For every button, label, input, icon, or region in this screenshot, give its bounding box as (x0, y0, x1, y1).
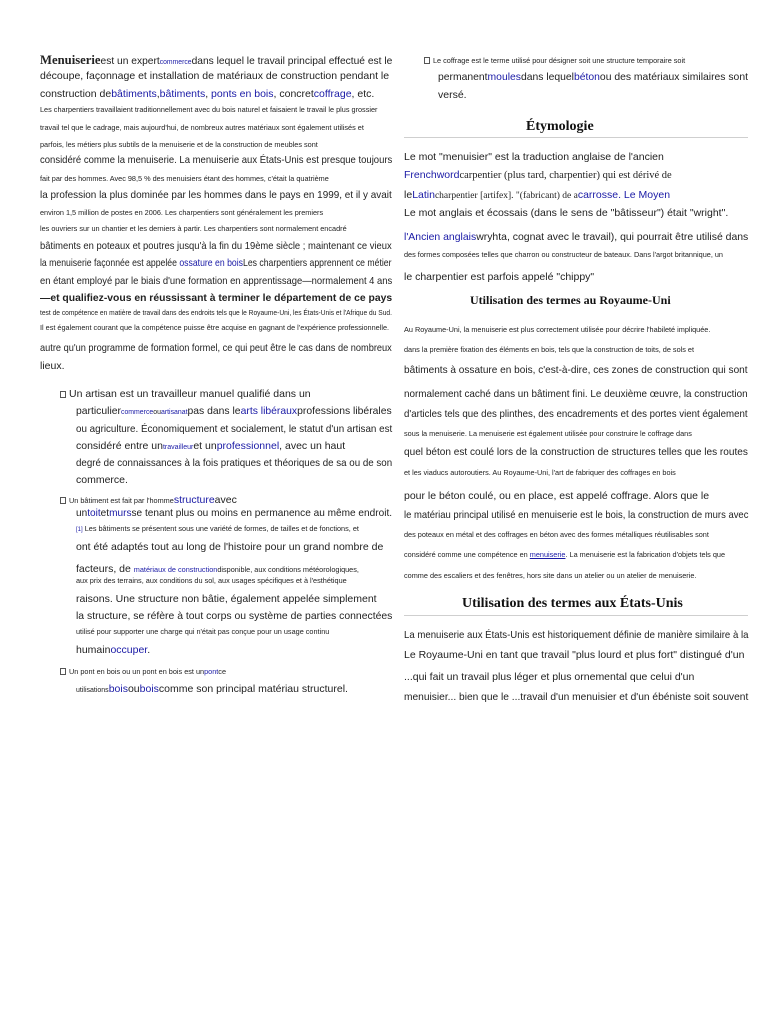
intro-line-3 (40, 89, 374, 100)
link-commerce-2[interactable]: commerce (120, 409, 154, 416)
text: carpentier (plus tard, charpentier) qui est dérivé de (459, 170, 672, 181)
intro-line-8: fait par des hommes. Avec 98,5 % des menuisiers étant des hommes, c'était la quatrième (40, 174, 329, 183)
intro-line-1 (40, 53, 392, 67)
bullet-coffrage-line-2 (438, 72, 748, 83)
link-moules[interactable]: moules (487, 71, 521, 83)
text: , etc. (351, 88, 375, 100)
text: Les bâtiments se présentent sous une variété de formes, de tailles et de fonctions, et (84, 524, 359, 533)
link-bois-2[interactable]: bois (139, 683, 159, 695)
text: le (404, 189, 413, 201)
bullet-batiment-line-8: la structure, se réfère à tout corps ou système de parties connectées (76, 610, 393, 622)
intro-line-19: lieux. (40, 360, 65, 372)
text: avec (214, 494, 237, 506)
text: construction de (40, 88, 112, 100)
etym-line-7: le charpentier est parfois appelé "chippy" (404, 271, 595, 283)
text: Le coffrage est le terme utilisé pour désigner soit une structure temporaire soit (433, 56, 686, 65)
link-artisanat[interactable]: artisanat (160, 409, 188, 416)
link-carrosse[interactable]: carrosse. Le Moyen (577, 189, 671, 201)
link-ancien-anglais[interactable]: l'Ancien anglais (404, 231, 477, 243)
intro-line-16: test de compétence en matière de travail dans des endroits tels que le Royaume-Uni, les États-Unis et l'Afrique du Sud. (40, 308, 392, 317)
link-menuiserie[interactable]: menuiserie (529, 550, 566, 559)
text: un (76, 507, 88, 519)
etym-line-2 (404, 170, 672, 182)
bullet-batiment-line-6: aux prix des terrains, aux conditions du sol, aux usages spécifiques et à l'esthétique (76, 576, 347, 585)
text: dans lequel (520, 71, 574, 83)
link-travailleur[interactable]: travailleur (162, 444, 194, 451)
intro-line-2: découpe, façonnage et installation de matériaux de construction pendant le (40, 70, 390, 82)
bullet-artisan-line-5: degré de connaissances à la fois pratiques et théoriques de sa ou de son (76, 457, 393, 469)
text: . (147, 644, 151, 656)
etym-line-6: des formes composées telles que charron ou constructeur de bateaux. Dans l'argot britannique, un (404, 250, 723, 259)
bullet-marker (60, 497, 66, 504)
bullet-pont-line-1 (60, 662, 226, 678)
text: humain (76, 644, 111, 656)
uk-line-3: bâtiments à ossature en bois, c'est-à-dire, ces zones de construction qui sont (404, 364, 748, 376)
uk-line-13: comme des escaliers et des fenêtres, hors site dans un atelier ou un atelier de menuiserie. (404, 571, 697, 580)
intro-line-6: parfois, les métiers plus subtils de la menuiserie et de la construction de meubles sont (40, 140, 318, 149)
text: particulier (76, 405, 121, 417)
bullet-coffrage-line-3: versé. (438, 89, 467, 101)
text: , (205, 88, 212, 100)
intro-line-14: en étant employé par le biais d'une formation en apprentissage—normalement 4 ans (40, 275, 393, 287)
link-pont[interactable]: pont (204, 667, 219, 676)
text: Un pont en bois ou un pont en bois est un (69, 667, 205, 676)
text: charpentier [artifex]. "(fabricant) de a (434, 191, 578, 201)
us-line-2: Le Royaume-Uni en tant que travail "plus lourd et plus fort" distingué d'un (404, 649, 745, 661)
link-professionnel[interactable]: professionnel (216, 440, 280, 452)
text: wryhta, cognat avec le travail), qui pourrait être utilisé dans (476, 231, 749, 243)
link-arts-liberaux[interactable]: arts libéraux (240, 405, 298, 417)
text: considéré entre un (76, 440, 163, 452)
text: , concret (273, 88, 314, 100)
text: Les charpentiers apprennent ce métier (243, 257, 392, 269)
us-line-3: ...qui fait un travail plus léger et plus ornemental que celui d'un (404, 671, 695, 683)
etym-line-5 (404, 232, 748, 243)
intro-line-9: la profession la plus dominée par les hommes dans le pays en 1999, et il y avait (40, 189, 392, 201)
intro-line-15: —et qualifiez-vous en réussissant à terminer le département de ce pays (40, 292, 393, 304)
bullet-batiment-line-3 (76, 525, 359, 533)
text: professions libérales (297, 405, 392, 417)
text: ce (218, 667, 227, 676)
bullet-artisan-line-4 (76, 441, 345, 452)
bullet-marker (60, 668, 66, 675)
bullet-batiment-line-4: ont été adaptés tout au long de l'histoire pour un grand nombre de (76, 541, 384, 553)
text: se tenant plus ou moins en permanence au même endroit. (131, 507, 393, 519)
bullet-batiment-line-9: utilisé pour supporter une charge qui n'était pas conçue pour un usage continu (76, 627, 330, 636)
uk-line-2: dans la première fixation des éléments en bois, tels que la construction de toits, de sols et (404, 345, 695, 354)
text: et un (193, 440, 217, 452)
text: ou (127, 683, 140, 695)
link-materiaux-de-construction[interactable]: matériaux de construction (133, 565, 218, 574)
link-batiments-2[interactable]: bâtiments (159, 88, 206, 100)
intro-line-7: considéré comme la menuiserie. La menuiserie aux États-Unis est presque toujours (40, 154, 393, 166)
bullet-batiment-line-5 (76, 560, 359, 576)
intro-line-4: Les charpentiers travaillaient traditionnellement avec du bois naturel et faisaient le travail le plus grossier (40, 105, 378, 114)
text: , (156, 88, 160, 100)
bullet-batiment-line-2 (76, 508, 392, 519)
intro-line-18: autre qu'un programme de formation formel, ce qui peut être le cas dans de nombreux (40, 342, 392, 354)
text: pas dans le (187, 405, 241, 417)
link-bois[interactable]: bois (108, 683, 128, 695)
text: la menuiserie façonnée est appelée (40, 257, 180, 269)
intro-line-10: environ 1,5 million de postes en 2006. Les charpentiers sont généralement les premiers (40, 208, 324, 217)
bullet-batiment-line-7: raisons. Une structure non bâtie, également appelée simplement (76, 593, 377, 605)
intro-line-13 (40, 258, 392, 269)
text: disponible, aux conditions météorologiques, (217, 565, 359, 574)
bullet-artisan-line-3: ou agriculture. Économiquement et socialement, le statut d'un artisan est (76, 423, 393, 435)
text: . La menuiserie est la fabrication d'objets tels que (565, 550, 726, 559)
bullet-artisan-line-2 (76, 406, 392, 417)
bullet-artisan-line-6: commerce. (76, 474, 128, 486)
us-line-1: La menuiserie aux États-Unis est historiquement définie de manière similaire à la (404, 629, 749, 641)
intro-line-11: les ouvriers sur un chantier et les derniers à partir. Les charpentiers sont normalement encadré (40, 224, 347, 233)
bullet-batiment-line-1 (60, 491, 237, 507)
bullet-pont-line-2 (76, 680, 348, 696)
link-french[interactable]: French (404, 169, 437, 181)
uk-line-7: quel béton est coulé lors de la construction de structures telles que les routes (404, 446, 748, 458)
link-batiments[interactable]: bâtiments (111, 88, 157, 100)
uk-line-10: le matériau principal utilisé en menuiserie est le bois, la construction de murs avec (404, 509, 749, 521)
text: Un bâtiment est fait par l'homme (69, 496, 174, 505)
text: considéré comme une compétence en (404, 550, 530, 559)
text: ou (153, 409, 161, 416)
heading-etymologie: Étymologie (526, 119, 594, 134)
uk-line-9: pour le béton coulé, ou en place, est appelé coffrage. Alors que le (404, 490, 710, 502)
text: permanent (438, 71, 488, 83)
footnote-ref[interactable]: [1] (76, 527, 83, 533)
etym-line-3 (404, 190, 670, 202)
bullet-artisan-line-1 (60, 389, 311, 400)
link-toit[interactable]: toit (87, 507, 101, 519)
text: ou des matériaux similaires sont (599, 71, 748, 83)
link-ponts-en-bois[interactable]: ponts en bois (211, 88, 274, 100)
link-occuper[interactable]: occuper (110, 644, 148, 656)
text: Un artisan est un travailleur manuel qualifié dans un (69, 388, 311, 400)
text: comme son principal matériau structurel. (158, 683, 348, 695)
link-ossature-en-bois[interactable]: ossature en bois (179, 257, 244, 269)
etym-line-1: Le mot "menuisier" est la traduction anglaise de l'ancien (404, 151, 664, 163)
heading-etats-unis: Utilisation des termes aux États-Unis (462, 596, 683, 611)
lead-word: Menuiserie (40, 52, 101, 67)
heading-royaume-uni: Utilisation des termes au Royaume-Uni (470, 293, 671, 307)
bullet-batiment-line-10 (76, 645, 150, 656)
heading-rule (404, 615, 748, 616)
intro-line-12: bâtiments en poteaux et poutres jusqu'à la fin du 19ème siècle ; maintenant ce vieux (40, 240, 392, 252)
intro-line-5: travail tel que le cadrage, mais aujourd'hui, de nombreux autres matériaux sont également utilisés et (40, 123, 364, 132)
uk-line-5: d'articles tels que des plinthes, des encadrements et des portes vient également (404, 408, 748, 420)
text: utilisations (76, 687, 109, 694)
link-commerce[interactable]: commerce (159, 59, 192, 66)
uk-line-8: et les viaducs autoroutiers. Au Royaume-Uni, l'art de fabriquer des coffrages en bois (404, 468, 676, 477)
bullet-marker (60, 391, 66, 398)
intro-line-17: Il est également courant que la compétence puisse être acquise en gagnant de l'expérience professionnelle. (40, 323, 390, 332)
link-structure[interactable]: structure (173, 494, 215, 506)
link-murs[interactable]: murs (109, 507, 132, 519)
text: facteurs, de (76, 563, 134, 575)
uk-line-1: Au Royaume-Uni, la menuiserie est plus correctement utilisée pour décrire l'habileté impliquée. (404, 325, 711, 334)
text: est un expert (100, 55, 160, 67)
link-word[interactable]: word (436, 169, 460, 181)
heading-rule (404, 137, 748, 138)
link-coffrage[interactable]: coffrage (313, 88, 352, 100)
bullet-coffrage-line-1 (424, 57, 685, 64)
bullet-marker (424, 57, 430, 64)
uk-line-11: des poteaux en métal et des coffrages en béton avec des formes métalliques réutilisables sont (404, 530, 709, 539)
uk-line-4: normalement caché dans un bâtiment fini. Le deuxième œuvre, la construction (404, 388, 748, 400)
text: et (100, 507, 110, 519)
link-beton[interactable]: béton (573, 71, 600, 83)
uk-line-12 (404, 551, 725, 558)
link-latin[interactable]: Latin (412, 189, 435, 201)
uk-line-6: sous la menuiserie. La menuiserie est également utilisée pour construire le coffrage dans (404, 429, 692, 438)
text: dans lequel le travail principal effectué est le (191, 55, 393, 67)
text: , avec un haut (279, 440, 346, 452)
us-line-4: menuisier... bien que le ...travail d'un menuisier et d'un ébéniste soit souvent (404, 691, 749, 703)
etym-line-4: Le mot anglais et écossais (dans le sens de "bâtisseur") était "wright". (404, 207, 729, 219)
